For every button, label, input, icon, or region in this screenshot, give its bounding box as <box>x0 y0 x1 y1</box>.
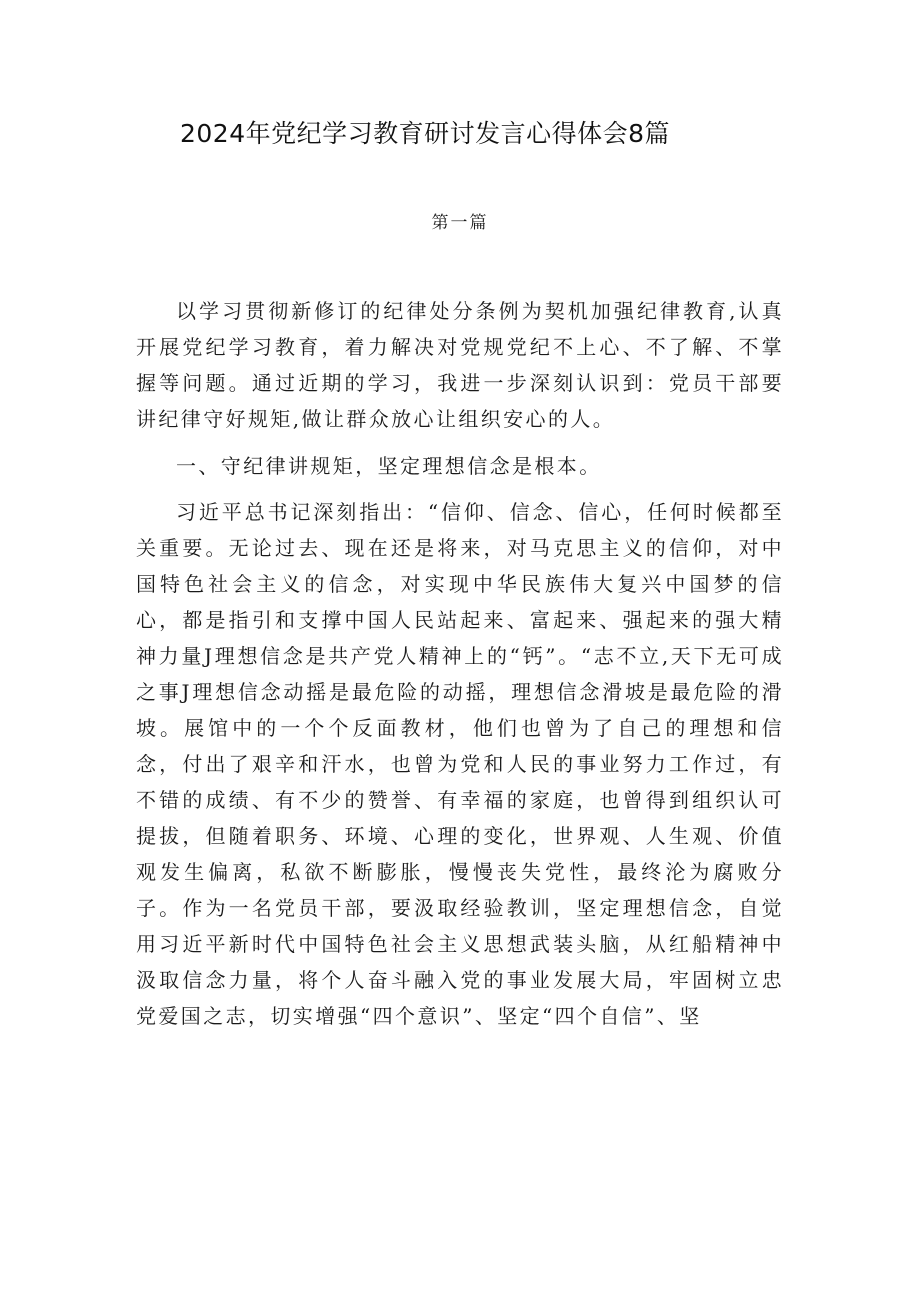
document-body <box>136 293 784 1045</box>
body-paragraph: 习近平总书记深刻指出：“信仰、信念、信心，任何时候都至关重要。无论过去、现在还是将来，对马克思主义的信仰，对中国特色社会主义的信念，对实现中华民族伟大复兴中国梦的信心，都是指引和支撑中国人民站起来、富起来、强起来的强大精神力量J理想信念是共产党人精神上的“钙”。“志不立,天下无可成之事J理想信念动摇是最危险的动摇，理想信念滑坡是最危险的滑坡。展馆中的一个个反面教材，他们也曾为了自己的理想和信念，付出了艰辛和汗水，也曾为党和人民的事业努力工作过，有不错的成绩、有不少的赞誉、有幸福的家庭，也曾得到组织认可提拔，但随着职务、环境、心理的变化，世界观、人生观、价值观发生偏离，私欲不断膨胀，慢慢丧失党性，最终沦为腐败分子。作为一名党员干部，要汲取经验教训，坚定理想信念，自觉用习近平新时代中国特色社会主义思想武装头脑，从红船精神中汲取信念力量，将个人奋斗融入党的事业发展大局，牢固树立忠党爱国之志，切实增强“四个意识”、坚定“四个自信”、坚 <box>136 500 784 1028</box>
section-heading: 一、守纪律讲规矩，坚定理想信念是根本。 <box>176 454 602 478</box>
section-label: 第一篇 <box>431 213 489 233</box>
document-title: 2024年党纪学习教育研讨发言心得体会8篇 <box>180 119 671 148</box>
intro-paragraph: 以学习贯彻新修订的纪律处分条例为契机加强纪律教育,认真开展党纪学习教育，着力解决对党规党纪不上心、不了解、不掌握等问题。通过近期的学习，我进一步深刻认识到：党员干部要讲纪律守好规矩,做让群众放心让组织安心的人。 <box>136 299 784 431</box>
